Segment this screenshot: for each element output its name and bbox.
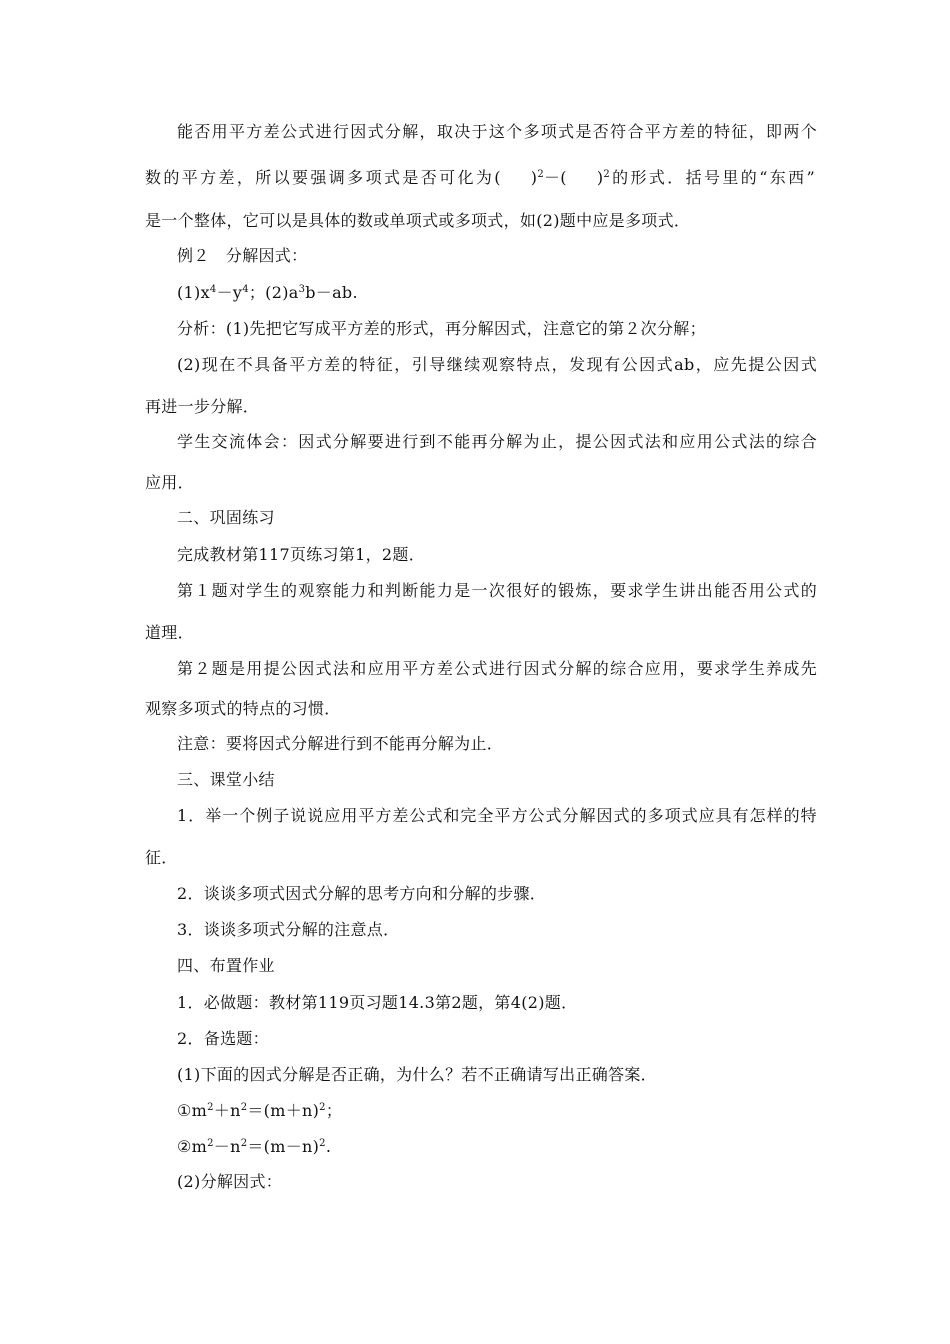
homework-item: 2．备选题： <box>177 1029 269 1048</box>
paragraph-line: 第１题对学生的观察能力和判断能力是一次很好的锻炼，要求学生讲出能否用公式的 <box>177 581 817 600</box>
homework-item: (2)分解因式： <box>177 1172 283 1191</box>
section-heading: 三、课堂小结 <box>177 770 275 789</box>
paragraph-line: 能否用平方差公式进行因式分解，取决于这个多项式是否符合平方差的特征，即两个 <box>177 122 817 141</box>
summary-item: 1．举一个例子说说应用平方差公式和完全平方公式分解因式的多项式应具有怎样的特 <box>177 806 817 825</box>
analysis-line: 分析：(1)先把它写成平方差的形式，再分解因式，注意它的第２次分解； <box>177 319 706 338</box>
summary-item: 征． <box>145 848 178 867</box>
paragraph-line: 是一个整体，它可以是具体的数或单项式或多项式，如(2)题中应是多项式． <box>145 211 691 230</box>
homework-item: (1)下面的因式分解是否正确，为什么？若不正确请写出正确答案． <box>177 1065 657 1084</box>
paragraph-line: 道理． <box>145 623 194 642</box>
equation-line: $②m^2-n^2=(m-n)^2$. <box>177 1137 332 1156</box>
example-items: $(1)x^4-y^4$；$(2)a^3b-ab$. <box>177 283 358 302</box>
paragraph-line: 观察多项式的特点的习惯． <box>145 699 341 718</box>
paragraph-line: 完成教材第117页练习第1，2题． <box>177 545 425 564</box>
analysis-line: (2)现在不具备平方差的特征，引导继续观察特点，发现有公因式ab，应先提公因式 <box>177 355 817 374</box>
equation-line: $①m^2+n^2=(m+n)^2$； <box>177 1101 343 1120</box>
summary-item: 3．谈谈多项式分解的注意点． <box>177 920 400 939</box>
note-line: 注意：要将因式分解进行到不能再分解为止． <box>177 734 504 753</box>
example-heading: 例２ 分解因式： <box>177 246 308 265</box>
section-heading: 二、巩固练习 <box>177 508 275 527</box>
section-heading: 四、布置作业 <box>177 956 275 975</box>
analysis-line: 再进一步分解． <box>145 397 260 416</box>
summary-item: 2．谈谈多项式因式分解的思考方向和分解的步骤． <box>177 884 547 903</box>
homework-item: 1．必做题：教材第119页习题14.3第2题，第4(2)题． <box>177 993 578 1012</box>
paragraph-line: 应用． <box>145 473 194 492</box>
paragraph-line: 数的平方差，所以要强调多项式是否可化为( )$^2$－( )$^2$的形式．括号里的“东西” <box>145 168 815 187</box>
paragraph-line: 第２题是用提公因式法和应用平方差公式进行因式分解的综合应用，要求学生养成先 <box>177 659 817 678</box>
paragraph-line: 学生交流体会：因式分解要进行到不能再分解为止，提公因式法和应用公式法的综合 <box>177 432 817 451</box>
